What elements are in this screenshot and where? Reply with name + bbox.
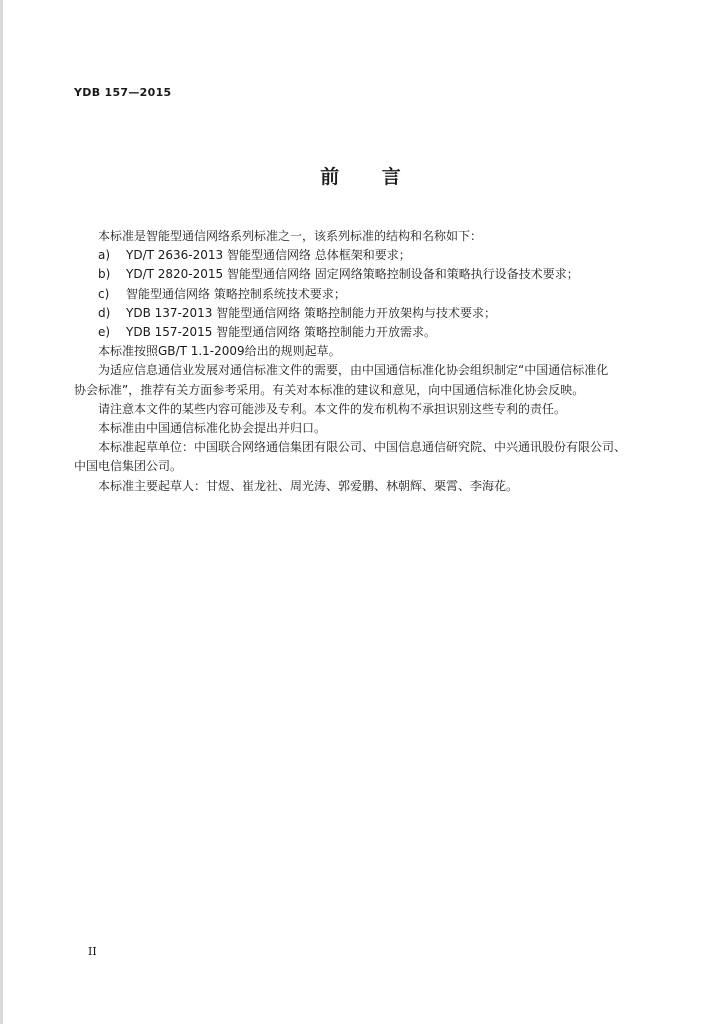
- list-item: [74, 304, 664, 323]
- list-item-text: YD/T 2820-2015 智能型通信网络 固定网络策略控制设备和策略执行设备技术要求；: [126, 267, 579, 282]
- drafting-rule-paragraph: 本标准按照GB/T 1.1-2009给出的规则起草。: [98, 344, 341, 359]
- purpose-paragraph-line-2: 协会标准”，推荐有关方面参考采用。有关对本标准的建议和意见，向中国通信标准化协会反映。: [74, 382, 585, 397]
- proposer-paragraph: 本标准由中国通信标准化协会提出并归口。: [98, 421, 327, 436]
- page-title: 前 言: [320, 166, 419, 188]
- list-item: [74, 323, 664, 342]
- list-marker: d): [98, 305, 111, 320]
- list-item: [74, 265, 664, 284]
- document-code: YDB 157—2015: [74, 86, 172, 99]
- list-item-text: YDB 137-2013 智能型通信网络 策略控制能力开放架构与技术要求；: [126, 305, 497, 320]
- list-marker: c): [98, 286, 110, 301]
- intro-paragraph: 本标准是智能型通信网络系列标准之一，该系列标准的结构和名称如下：: [98, 229, 483, 243]
- list-item: [74, 285, 664, 304]
- list-marker: e): [98, 325, 111, 340]
- drafting-units-line-2: 中国电信集团公司。: [74, 459, 183, 474]
- patent-notice-paragraph: 请注意本文件的某些内容可能涉及专利。本文件的发布机构不承担识别这些专利的责任。: [98, 401, 567, 416]
- list-item-text: YDB 157-2015 智能型通信网络 策略控制能力开放需求。: [126, 325, 437, 340]
- drafting-units-line-1: 本标准起草单位：中国联合网络通信集团有限公司、中国信息通信研究院、中兴通讯股份有限公司、: [98, 440, 627, 455]
- list-item: [74, 246, 664, 265]
- foreword-body: [74, 227, 664, 496]
- drafters-paragraph: 本标准主要起草人：甘煜、崔龙社、周光涛、郭爱鹏、林朝辉、栗霄、李海花。: [98, 478, 519, 493]
- list-marker: b): [98, 267, 111, 282]
- page-edge: [0, 0, 3, 1024]
- list-item-text: YD/T 2636-2013 智能型通信网络 总体框架和要求；: [126, 248, 411, 263]
- list-item-text: 智能型通信网络 策略控制系统技术要求；: [126, 286, 346, 301]
- page-number: II: [88, 945, 97, 958]
- purpose-paragraph-line-1: 为适应信息通信业发展对通信标准文件的需要，由中国通信标准化协会组织制定“中国通信标准化: [98, 363, 609, 378]
- list-marker: a): [98, 248, 111, 263]
